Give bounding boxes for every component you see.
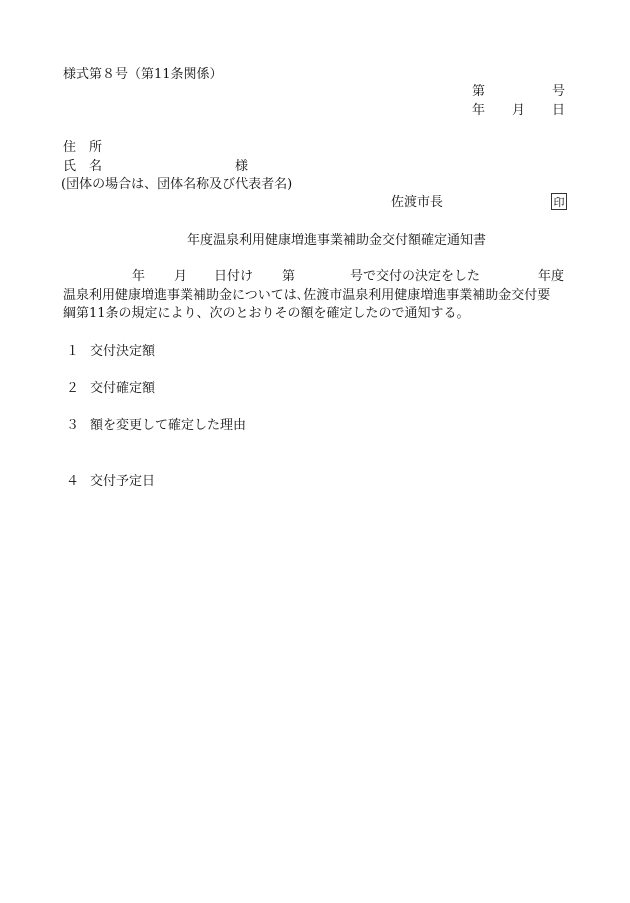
body-decision-text: 号で交付の決定をした	[350, 269, 481, 284]
header-dai: 第	[472, 84, 486, 99]
issuer-name: 佐渡市長	[391, 195, 444, 210]
body-date-suffix: 日付け	[214, 269, 254, 284]
header-day: 日	[552, 103, 566, 118]
item-2-label: 交付確定額	[90, 381, 156, 396]
form-label: 様式第８号（第11条関係）	[63, 67, 223, 82]
item-1-number: １	[66, 344, 80, 359]
body-line-3: 綱第11条の規定により、次のとおりその額を確定したので通知する。	[63, 306, 470, 321]
item-3-number: ３	[66, 418, 80, 433]
organization-note: (団体の場合は、団体名称及び代表者名)	[61, 177, 293, 192]
item-2-number: ２	[66, 381, 80, 396]
header-go: 号	[552, 84, 566, 99]
body-line-2: 温泉利用健康増進事業補助金については､佐渡市温泉利用健康増進事業補助金交付要	[63, 288, 551, 303]
address-label: 住 所	[63, 140, 103, 155]
item-1-label: 交付決定額	[90, 344, 156, 359]
body-dai: 第	[282, 269, 296, 284]
body-fiscal-year: 年度	[538, 269, 565, 284]
item-4-number: ４	[66, 474, 80, 489]
body-month: 月	[174, 269, 188, 284]
seal-stamp: 印	[551, 193, 567, 210]
header-month: 月	[512, 103, 526, 118]
item-3-label: 額を変更して確定した理由	[90, 418, 247, 433]
item-4-label: 交付予定日	[90, 474, 156, 489]
body-year: 年	[132, 269, 146, 284]
name-label: 氏 名	[63, 159, 103, 174]
sama-suffix: 様	[235, 159, 249, 174]
header-year: 年	[472, 103, 486, 118]
document-title: 年度温泉利用健康増進事業補助金交付額確定通知書	[187, 233, 487, 248]
